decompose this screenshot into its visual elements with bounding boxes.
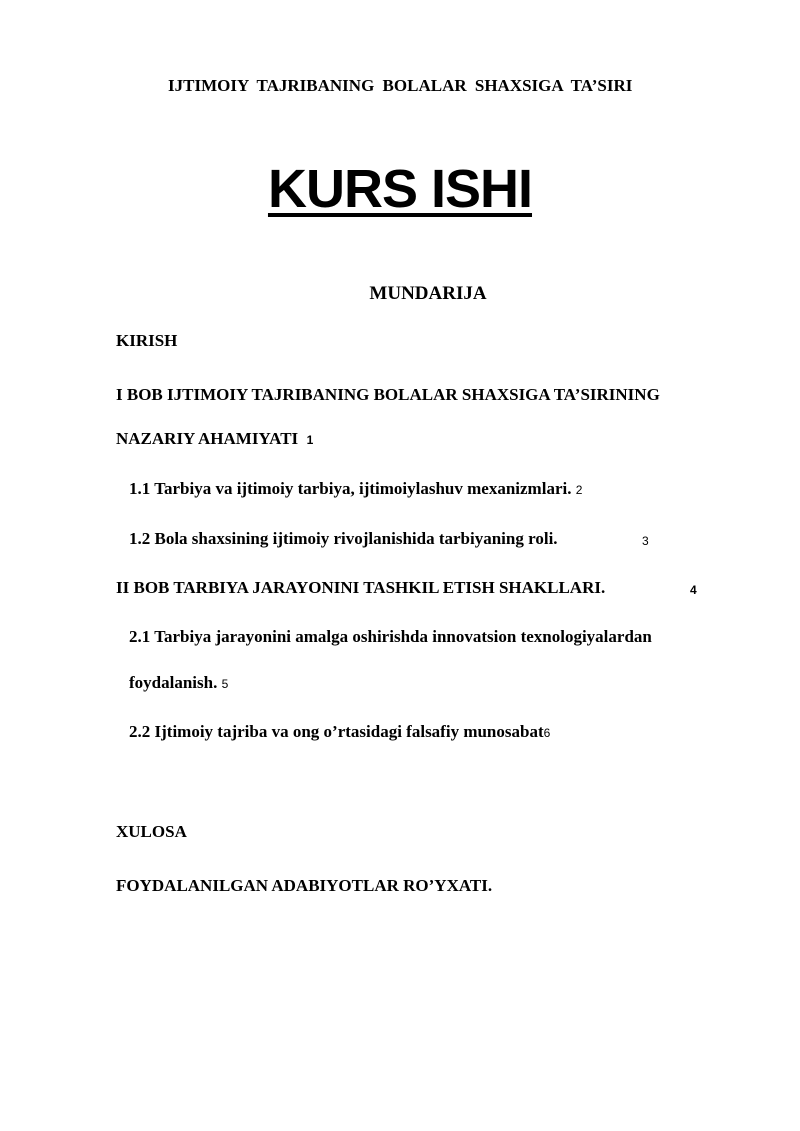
toc-page-number: 4 [690, 583, 697, 597]
toc-page-number: 2 [575, 483, 583, 497]
document-title [0, 157, 800, 221]
toc-entry-section-2-1-line-1: 2.1 Tarbiya jarayonini amalga oshirishda innovatsion texnologiyalardan [129, 627, 652, 646]
toc-page-number: 6 [543, 726, 551, 740]
toc-entry-chapter-2: II BOB TARBIYA JARAYONINI TASHKIL ETISH SHAKLLARI. [116, 578, 606, 597]
toc-entry-conclusion: XULOSA [116, 822, 187, 841]
document-topic: IJTIMOIY TAJRIBANING BOLALAR SHAXSIGA TA’SIRI [168, 76, 633, 95]
toc-entry-section-2-2 [129, 722, 550, 743]
toc-entry-chapter-1-label: NAZARIY AHAMIYATI [116, 429, 299, 448]
document-title-text: KURS ISHI [267, 159, 533, 219]
toc-entry-section-1-1-label: 1.1 Tarbiya va ijtimoiy tarbiya, ijtimoiylashuv mexanizmlari. [129, 479, 572, 498]
toc-entry-section-2-1-label: foydalanish. [129, 673, 218, 692]
toc-entry-intro: KIRISH [116, 331, 178, 350]
toc-entry-chapter-1-line-2 [116, 429, 313, 450]
toc-heading: MUNDARIJA [369, 283, 487, 304]
toc-entry-section-1-1 [129, 479, 582, 500]
toc-entry-references: FOYDALANILGAN ADABIYOTLAR RO’YXATI. [116, 876, 493, 895]
toc-entry-chapter-1-line-1: I BOB IJTIMOIY TAJRIBANING BOLALAR SHAXSIGA TA’SIRINING [116, 385, 660, 404]
toc-page-number: 5 [221, 677, 229, 691]
toc-entry-section-1-2: 1.2 Bola shaxsining ijtimoiy rivojlanishida tarbiyaning roli. [129, 529, 558, 548]
toc-entry-section-2-1-line-2 [129, 673, 228, 694]
toc-page-number: 3 [642, 534, 649, 548]
toc-entry-section-2-2-label: 2.2 Ijtimoiy tajriba va ong o’rtasidagi falsafiy munosabat [129, 722, 544, 741]
toc-page-number: 1 [306, 433, 314, 447]
